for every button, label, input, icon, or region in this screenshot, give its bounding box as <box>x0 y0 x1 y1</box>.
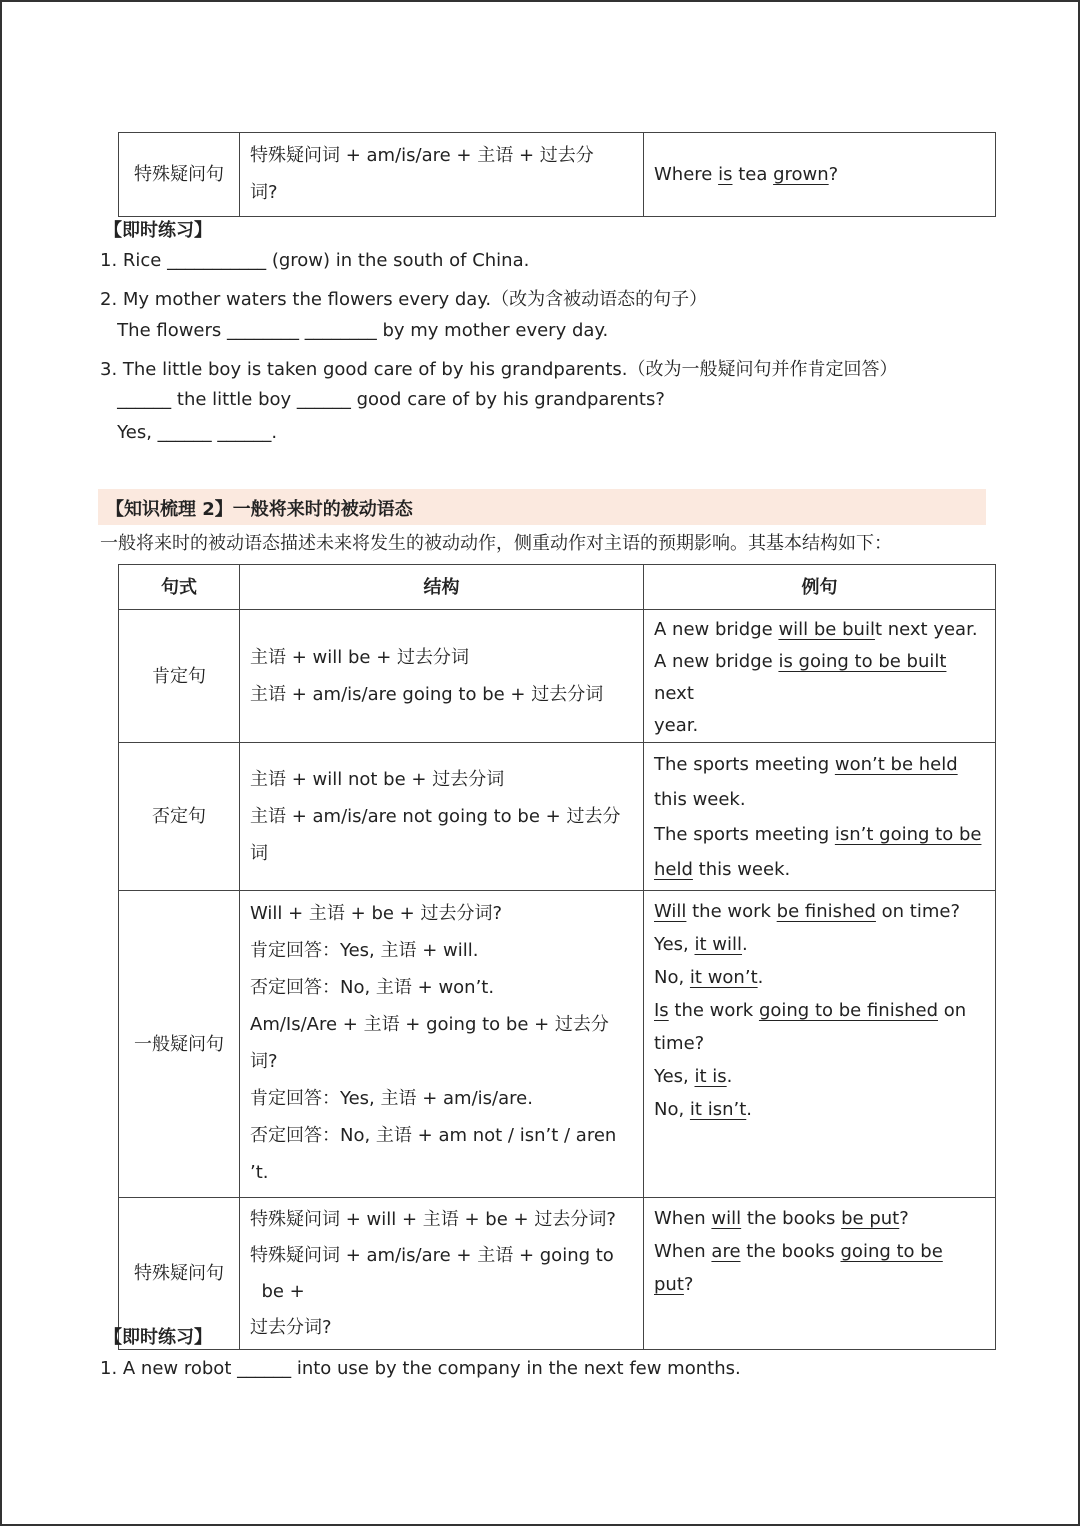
example-cell <box>644 891 996 1198</box>
example-segment: Yes, <box>654 1066 695 1087</box>
example-cell <box>644 610 996 743</box>
exercise-line: 3. The little boy is taken good care of by his grandparents.（改为一般疑问句并作肯定回答） <box>100 359 898 380</box>
exercise-line: Yes, ______ ______. <box>100 422 278 443</box>
example-segment: . <box>742 934 748 955</box>
structure-line: 主语 + am/is/are not going to be + 过去分 <box>250 806 621 827</box>
structure-line: 否定回答：No, 主语 + am not / isn’t / aren <box>250 1125 617 1146</box>
example-segment: ? <box>683 1274 694 1295</box>
structure-line: 主语 + will not be + 过去分词 <box>250 769 505 790</box>
structure-cell <box>240 891 644 1198</box>
structure-line: 肯定回答：Yes, 主语 + will. <box>250 940 479 961</box>
example-segment: When <box>654 1208 712 1229</box>
example-segment: A new bridge <box>654 619 779 640</box>
example-segment: is <box>718 164 733 185</box>
structure-line: Will + 主语 + be + 过去分词? <box>250 903 503 924</box>
example-segment: A new bridge <box>654 651 779 672</box>
example-cell <box>644 743 996 891</box>
example-cell <box>644 1198 996 1350</box>
example-line <box>654 156 985 193</box>
exercise-line: ______ the little boy ______ good care of by his grandparents? <box>100 389 665 410</box>
example-segment: t next year. <box>874 619 978 640</box>
example-segment: the work <box>686 901 777 922</box>
example-segment: this week. <box>692 859 791 880</box>
structure-line: 特殊疑问词 + will + 主语 + be + 过去分词? <box>250 1209 616 1230</box>
column-header: 结构 <box>240 565 644 610</box>
structure-line: ’t. <box>250 1162 269 1183</box>
example-segment: going to be put <box>654 1241 943 1295</box>
example-segment: be finished <box>776 901 876 922</box>
example-segment: Where <box>654 164 719 185</box>
example-segment: will <box>711 1208 742 1229</box>
example-segment: isn’t going to be <box>834 824 982 845</box>
example-line <box>654 961 985 994</box>
example-segment: this week. <box>654 789 746 810</box>
structure-line: Am/Is/Are + 主语 + going to be + 过去分 <box>250 1014 609 1035</box>
exercise-line: 1. A new robot ______ into use by the company in the next few months. <box>100 1358 741 1379</box>
table-row <box>119 610 996 743</box>
example-segment: year. <box>654 715 699 736</box>
exercise-line: 1. Rice ___________ (grow) in the south of China. <box>100 250 530 271</box>
exercise-line: The flowers ________ ________ by my mother every day. <box>100 320 609 341</box>
row-label: 特殊疑问句 <box>119 1198 240 1350</box>
structure-cell <box>240 610 644 743</box>
example-segment: be put <box>841 1208 900 1229</box>
example-segment: tea <box>732 164 774 185</box>
example-segment: is going to be built <box>778 651 947 672</box>
example-line <box>654 1093 985 1126</box>
example-segment: time? <box>654 1033 705 1054</box>
grammar-table-1 <box>118 132 996 217</box>
example-segment: The sports meeting <box>654 824 835 845</box>
example-line <box>654 852 985 887</box>
structure-line: be + <box>250 1281 305 1302</box>
example-line <box>654 994 985 1027</box>
example-segment: Will <box>654 901 687 922</box>
example-segment: are <box>711 1241 741 1262</box>
example-segment: grown <box>773 164 829 185</box>
example-segment: it isn’t <box>689 1099 747 1120</box>
example-segment: . <box>726 1066 733 1087</box>
example-segment: it won’t <box>689 967 758 988</box>
section-title-band <box>98 489 986 525</box>
column-header: 例句 <box>644 565 996 610</box>
example-line <box>654 895 985 928</box>
section-title: 【知识梳理 2】一般将来时的被动语态 <box>106 499 413 520</box>
example-line <box>654 710 985 742</box>
example-segment: it is <box>694 1066 727 1087</box>
practice-header: 【即时练习】 <box>104 220 212 241</box>
table-row <box>119 1198 996 1350</box>
example-segment: will be buil <box>778 619 875 640</box>
example-line <box>654 782 985 817</box>
example-segment: going to be finished <box>758 1000 938 1021</box>
column-header: 句式 <box>119 565 240 610</box>
row-label: 特殊疑问句 <box>119 133 240 217</box>
table-row <box>119 743 996 891</box>
row-label: 一般疑问句 <box>119 891 240 1198</box>
example-segment: on time? <box>875 901 961 922</box>
example-segment: No, <box>654 967 690 988</box>
example-line <box>654 1202 985 1235</box>
row-label: 肯定句 <box>119 610 240 743</box>
structure-line: 特殊疑问词 + am/is/are + 主语 + going to <box>250 1245 614 1266</box>
example-line <box>654 1235 985 1301</box>
example-line <box>654 747 985 782</box>
structure-line: 否定回答：No, 主语 + won’t. <box>250 977 495 998</box>
example-segment: the books <box>741 1208 842 1229</box>
structure-line: 词? <box>250 182 278 203</box>
structure-cell <box>240 743 644 891</box>
example-line <box>654 817 985 852</box>
example-line <box>654 1027 985 1060</box>
row-label: 否定句 <box>119 743 240 891</box>
example-segment: ? <box>828 164 839 185</box>
structure-line: 主语 + will be + 过去分词 <box>250 647 469 668</box>
example-segment: ? <box>899 1208 909 1229</box>
table-header-row <box>119 565 996 610</box>
example-segment: . <box>757 967 764 988</box>
example-segment: . <box>746 1099 753 1120</box>
example-segment: the work <box>668 1000 759 1021</box>
structure-line: 词 <box>250 843 268 864</box>
structure-cell <box>240 1198 644 1350</box>
example-line <box>654 614 985 646</box>
structure-cell <box>240 133 644 217</box>
example-line <box>654 1060 985 1093</box>
structure-line: 肯定回答：Yes, 主语 + am/is/are. <box>250 1088 533 1109</box>
example-segment: next <box>654 683 694 704</box>
section-intro: 一般将来时的被动语态描述未来将发生的被动动作，侧重动作对主语的预期影响。其基本结构如下： <box>100 533 892 554</box>
example-line <box>654 646 985 710</box>
structure-line: 词? <box>250 1051 278 1072</box>
example-segment: on <box>938 1000 967 1021</box>
example-line <box>654 928 985 961</box>
practice-header: 【即时练习】 <box>104 1327 212 1348</box>
exercise-line: 2. My mother waters the flowers every day.（改为含被动语态的句子） <box>100 289 708 310</box>
example-segment: The sports meeting <box>654 754 835 775</box>
example-segment: won’t be held <box>834 754 958 775</box>
table-row <box>119 133 996 217</box>
structure-line: 特殊疑问词 + am/is/are + 主语 + 过去分 <box>250 145 594 166</box>
example-segment: held <box>654 859 693 880</box>
example-segment: the books <box>740 1241 841 1262</box>
example-segment: No, <box>654 1099 690 1120</box>
example-segment: Yes, <box>654 934 695 955</box>
table-row <box>119 891 996 1198</box>
example-segment: it will <box>694 934 743 955</box>
structure-line: 过去分词? <box>250 1317 332 1338</box>
structure-line: 主语 + am/is/are going to be + 过去分词 <box>250 684 604 705</box>
example-segment: Is <box>654 1000 669 1021</box>
example-cell <box>644 133 996 217</box>
example-segment: When <box>654 1241 712 1262</box>
grammar-table-2 <box>118 564 996 1350</box>
